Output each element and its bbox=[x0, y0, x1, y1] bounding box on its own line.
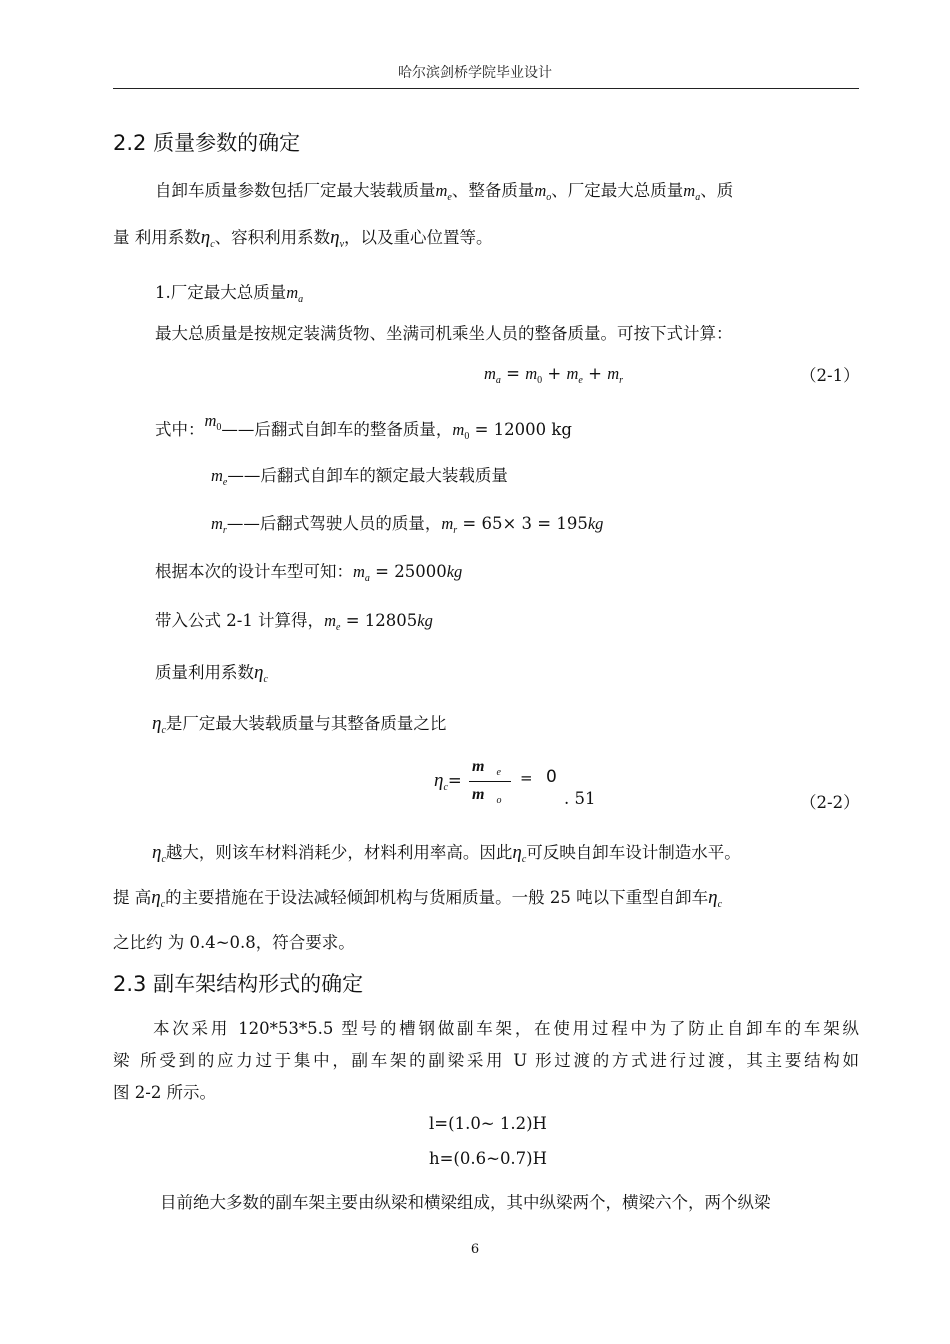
equation-2-2-lhs: $\eta_c=$ bbox=[434, 770, 462, 793]
item-1-title: 1.厂定最大总质量$m_a$ bbox=[155, 283, 304, 305]
substitution-line: 带入公式 2-1 计算得，$m_e = 12805kg$ bbox=[155, 611, 433, 633]
conclusion-line-2: 提 高$\eta_c$的主要措施在于设法减轻倾卸机构与货厢质量。一般 25 吨以下重型自卸车$\eta_c$ bbox=[113, 887, 723, 910]
section-2-3-para-2-line-1: 目前绝大多数的副车架主要由纵梁和横梁组成，其中纵梁两个，横梁六个，两个纵梁 bbox=[160, 1193, 771, 1212]
definition-m0: 式中：$m_0——$后翻式自卸车的整备质量，$m_0 = 12000$ kg bbox=[155, 411, 572, 442]
equation-2-2-result-b: . 51 bbox=[564, 789, 596, 808]
intro-line-1: 自卸车质量参数包括厂定最大装载质量$m_e$、整备质量$m_o$、厂定最大总质量$m_a$、质 bbox=[155, 181, 734, 203]
equation-2-2-result-a: 0 bbox=[546, 767, 557, 787]
header-rule bbox=[113, 88, 859, 89]
section-2-3-para-1-line-1: 本次采用 120*53*5.5 型号的槽钢做副车架，在使用过程中为了防止自卸车的车架纵 bbox=[153, 1019, 859, 1038]
fraction-numerator: m $_e$ bbox=[472, 758, 501, 778]
definition-mr: $m_r——$后翻式驾驶人员的质量，$m_r = 65\times 3 = 195kg$ bbox=[211, 514, 604, 536]
formula-h: h=(0.6~0.7)H bbox=[428, 1149, 548, 1168]
fraction-bar bbox=[469, 781, 511, 782]
intro-line-2: 量 利用系数$\eta_c$、容积利用系数$\eta_v$，以及重心位置等。 bbox=[113, 227, 493, 250]
fraction-denominator: m $_o$ bbox=[472, 786, 502, 806]
coefficient-description: $\eta_c$是厂定最大装载质量与其整备质量之比 bbox=[152, 713, 447, 736]
page-number: 6 bbox=[470, 1242, 480, 1257]
equation-2-1: $m_a = m_0 + m_e + m_r$ bbox=[484, 364, 624, 386]
definition-me: $m_e——$后翻式自卸车的额定最大装载质量 bbox=[211, 466, 508, 488]
equation-2-2-equals: = bbox=[520, 769, 533, 787]
formula-l: l=(1.0~ 1.2)H bbox=[429, 1114, 547, 1133]
coefficient-title: 质量利用系数$\eta_c$ bbox=[155, 662, 268, 685]
conclusion-line-1: $\eta_c$越大，则该车材料消耗少，材料利用率高。因此$\eta_c$可反映自卸车设计制造水平。 bbox=[152, 842, 741, 865]
page-header: 哈尔滨剑桥学院毕业设计 bbox=[398, 65, 552, 81]
conclusion-line-3: 之比约 为 0.4~0.8，符合要求。 bbox=[113, 933, 355, 952]
equation-2-1-number: （2-1） bbox=[800, 366, 860, 385]
section-2-3-para-1-line-3: 图 2-2 所示。 bbox=[113, 1083, 217, 1102]
section-2-2-heading: 2.2 质量参数的确定 bbox=[113, 131, 301, 155]
item-1-description: 最大总质量是按规定装满货物、坐满司机乘坐人员的整备质量。可按下式计算： bbox=[155, 324, 733, 343]
design-value-line: 根据本次的设计车型可知：$m_a = 25000kg$ bbox=[155, 562, 463, 584]
equation-2-2-number: （2-2） bbox=[800, 793, 860, 812]
section-2-3-heading: 2.3 副车架结构形式的确定 bbox=[113, 972, 364, 996]
section-2-3-para-1-line-2: 梁 所受到的应力过于集中，副车架的副梁采用 U 形过渡的方式进行过渡，其主要结构如 bbox=[113, 1051, 859, 1070]
